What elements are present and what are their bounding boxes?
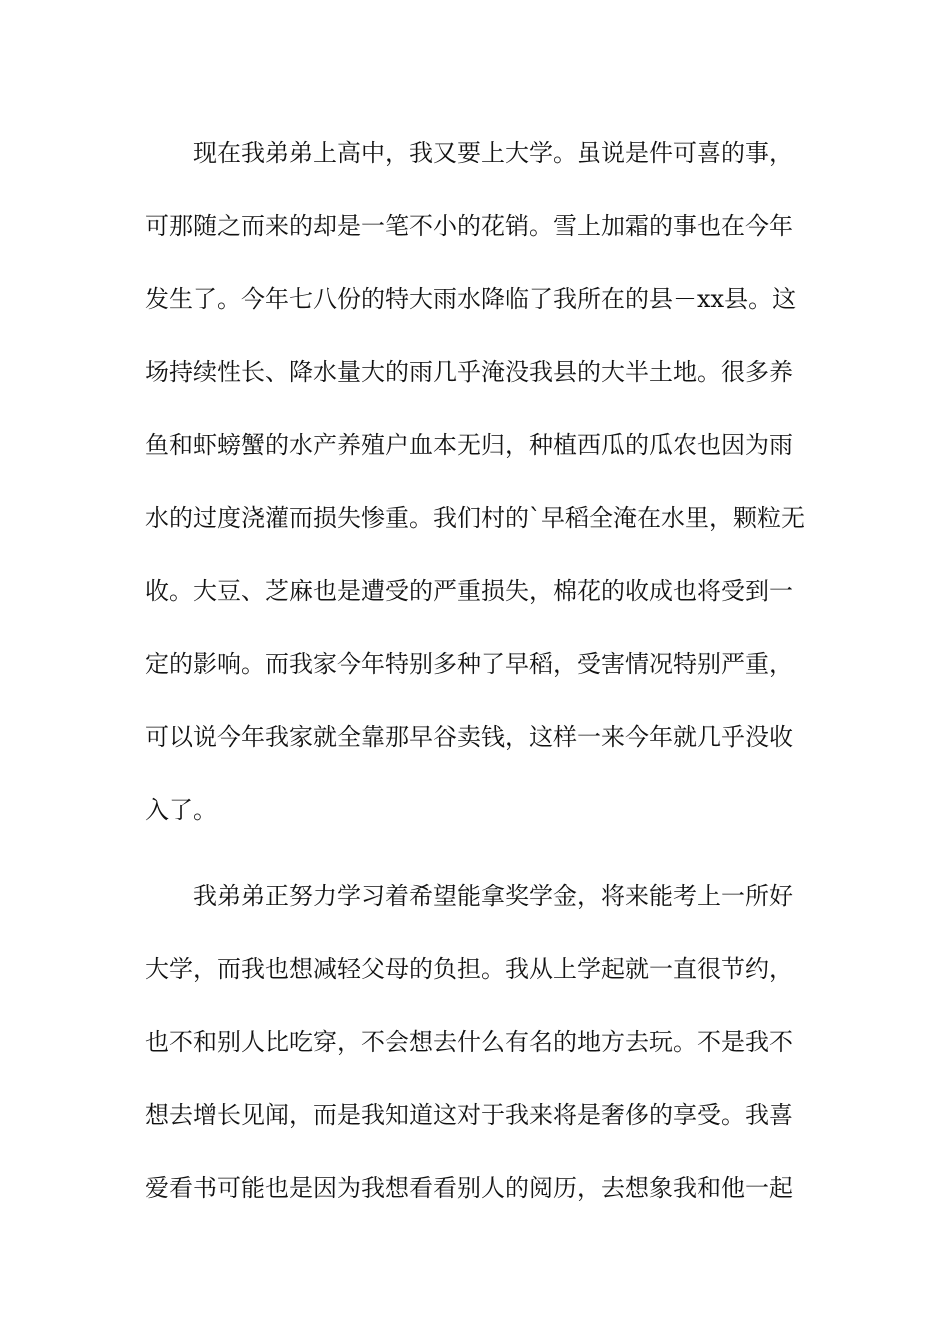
- paragraph-1-line-7: 收。大豆、芝麻也是遭受的严重损失，棉花的收成也将受到一: [145, 577, 793, 605]
- paragraph-1-line-2: 可那随之而来的却是一笔不小的花销。雪上加霜的事也在今年: [145, 212, 793, 240]
- paragraph-2-line-2: 大学，而我也想减轻父母的负担。我从上学起就一直很节约，: [145, 955, 793, 983]
- paragraph-1-line-8: 定的影响。而我家今年特别多种了早稻，受害情况特别严重，: [145, 650, 793, 678]
- paragraph-1-line-5: 鱼和虾螃蟹的水产养殖户血本无归，种植西瓜的瓜农也因为雨: [145, 431, 793, 459]
- paragraph-1-line-9: 可以说今年我家就全靠那早谷卖钱，这样一来今年就几乎没收: [145, 723, 793, 751]
- paragraph-1-line-4: 场持续性长、降水量大的雨几乎淹没我县的大半土地。很多养: [145, 358, 793, 386]
- paragraph-1-line-1: 现在我弟弟上高中，我又要上大学。虽说是件可喜的事，: [193, 139, 793, 167]
- paragraph-2-line-5: 爱看书可能也是因为我想看看别人的阅历，去想象我和他一起: [145, 1174, 793, 1202]
- paragraph-2-line-3: 也不和别人比吃穿，不会想去什么有名的地方去玩。不是我不: [145, 1028, 793, 1056]
- paragraph-1-line-10: 入了。: [145, 796, 217, 824]
- paragraph-1-line-6: 水的过度浇灌而损失惨重。我们村的`早稻全淹在水里，颗粒无: [145, 504, 805, 532]
- paragraph-2-line-1: 我弟弟正努力学习着希望能拿奖学金，将来能考上一所好: [193, 882, 793, 910]
- paragraph-1-line-3: 发生了。今年七八份的特大雨水降临了我所在的县－xx县。这: [145, 285, 797, 313]
- paragraph-2-line-4: 想去增长见闻，而是我知道这对于我来将是奢侈的享受。我喜: [145, 1101, 793, 1129]
